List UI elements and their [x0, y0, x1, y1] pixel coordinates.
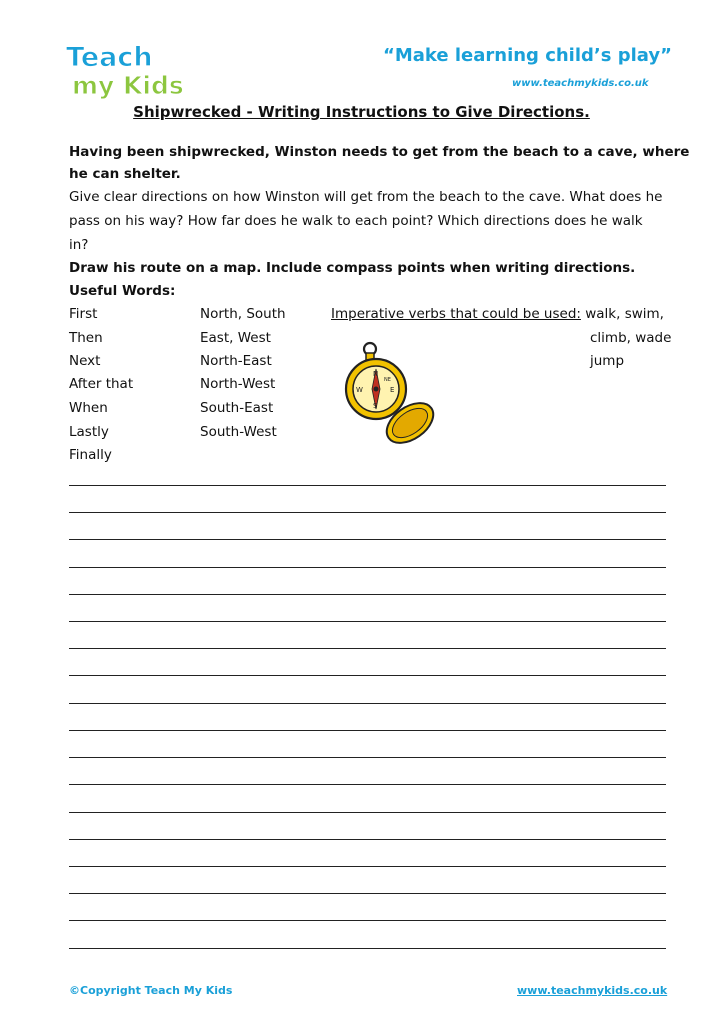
verbs-line3: jump	[590, 353, 625, 369]
writing-line[interactable]	[69, 567, 666, 568]
direction-word: North-West	[200, 376, 276, 392]
connective-word: Then	[69, 330, 103, 346]
writing-line[interactable]	[69, 839, 666, 840]
instruction-line: Draw his route on a map. Include compass points when writing directions.	[69, 260, 636, 276]
writing-line[interactable]	[69, 594, 666, 595]
svg-text:W: W	[356, 386, 363, 394]
svg-text:E: E	[390, 386, 395, 394]
intro-line: Having been shipwrecked, Winston needs to get from the beach to a cave, where	[69, 144, 690, 160]
direction-word: North-East	[200, 353, 272, 369]
connective-word: Finally	[69, 447, 112, 463]
connective-word: Next	[69, 353, 101, 369]
direction-word: North, South	[200, 306, 286, 322]
writing-line[interactable]	[69, 948, 666, 949]
useful-words-label: Useful Words:	[69, 283, 176, 299]
direction-word: South-East	[200, 400, 274, 416]
writing-line[interactable]	[69, 512, 666, 513]
svg-text:S: S	[373, 402, 378, 410]
connective-word: When	[69, 400, 108, 416]
writing-line[interactable]	[69, 784, 666, 785]
compass-icon	[340, 335, 440, 447]
intro-line: pass on his way? How far does he walk to each point? Which directions does he walk	[69, 213, 643, 229]
header-website[interactable]: www.teachmykids.co.uk	[512, 78, 649, 89]
connective-word: Lastly	[69, 424, 109, 440]
svg-text:my Kids: my Kids	[72, 71, 184, 100]
intro-line: he can shelter.	[69, 166, 181, 182]
connective-word: After that	[69, 376, 134, 392]
writing-line[interactable]	[69, 485, 666, 486]
writing-line[interactable]	[69, 539, 666, 540]
writing-line[interactable]	[69, 866, 666, 867]
writing-line[interactable]	[69, 757, 666, 758]
writing-line[interactable]	[69, 920, 666, 921]
svg-text:Teach: Teach	[66, 42, 153, 73]
writing-line[interactable]	[69, 730, 666, 731]
teach-my-kids-logo	[62, 38, 184, 102]
writing-line[interactable]	[69, 621, 666, 622]
writing-line[interactable]	[69, 893, 666, 894]
direction-word: East, West	[200, 330, 271, 346]
writing-line[interactable]	[69, 703, 666, 704]
verbs-line2: climb, wade	[590, 330, 672, 346]
verbs-line1: walk, swim,	[580, 306, 664, 322]
writing-line[interactable]	[69, 812, 666, 813]
writing-line[interactable]	[69, 675, 666, 676]
intro-line: in?	[69, 237, 89, 253]
tagline: “Make learning child’s play”	[383, 45, 672, 66]
svg-text:NE: NE	[384, 377, 391, 383]
verbs-heading	[331, 306, 664, 322]
intro-line: Give clear directions on how Winston will get from the beach to the cave. What does he	[69, 189, 663, 205]
footer-website-link[interactable]: www.teachmykids.co.uk	[517, 984, 668, 997]
svg-text:N: N	[373, 370, 379, 378]
connective-word: First	[69, 306, 98, 322]
worksheet-title: Shipwrecked - Writing Instructions to Give Directions.	[133, 103, 590, 121]
writing-line[interactable]	[69, 648, 666, 649]
footer-copyright: ©Copyright Teach My Kids	[69, 984, 233, 997]
direction-word: South-West	[200, 424, 277, 440]
verbs-label: Imperative verbs that could be used:	[331, 306, 581, 322]
